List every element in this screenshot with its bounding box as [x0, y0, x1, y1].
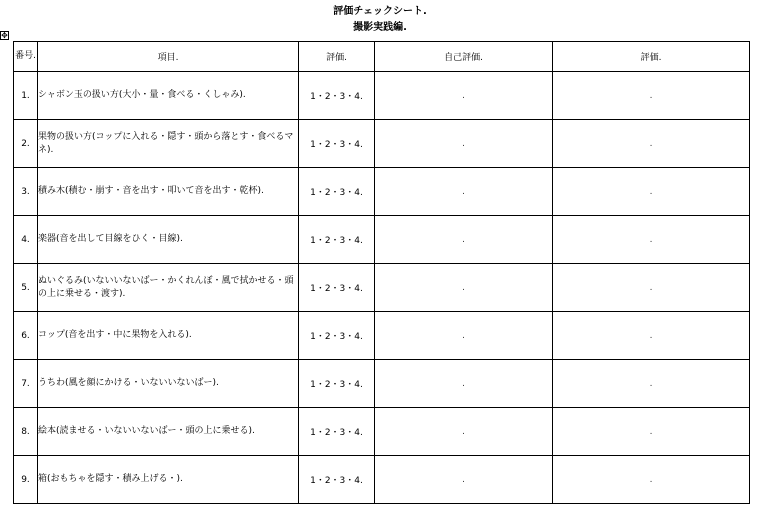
- row-item[interactable]: 箱(おもちゃを隠す・積み上げる・).: [38, 456, 299, 504]
- row-number: 5.: [14, 264, 38, 312]
- sheet-title: 評価チェックシート.: [333, 6, 427, 17]
- row-item[interactable]: うちわ(風を顔にかける・いないいないばー).: [38, 360, 299, 408]
- row-rating-cell[interactable]: .: [553, 168, 750, 216]
- row-rating-scale[interactable]: 1・2・3・4.: [299, 360, 375, 408]
- table-row: [14, 168, 750, 216]
- column-header-rating-2: 評価.: [553, 42, 750, 72]
- row-number: 1.: [14, 72, 38, 120]
- row-rating-cell[interactable]: .: [553, 456, 750, 504]
- row-item[interactable]: 積み木(積む・崩す・音を出す・叩いて音を出す・乾杯).: [38, 168, 299, 216]
- row-rating-cell[interactable]: .: [553, 312, 750, 360]
- table-row: [14, 408, 750, 456]
- table-row: [14, 264, 750, 312]
- row-item[interactable]: 楽器(音を出して目線をひく・目線).: [38, 216, 299, 264]
- sheet-subtitle: 撮影実践編.: [353, 22, 407, 33]
- row-self-rating-cell[interactable]: .: [375, 456, 553, 504]
- table-row: [14, 216, 750, 264]
- row-number: 2.: [14, 120, 38, 168]
- row-rating-scale[interactable]: 1・2・3・4.: [299, 264, 375, 312]
- row-rating-cell[interactable]: .: [553, 216, 750, 264]
- row-self-rating-cell[interactable]: .: [375, 408, 553, 456]
- row-rating-cell[interactable]: .: [553, 408, 750, 456]
- table-row: [14, 72, 750, 120]
- row-number: 7.: [14, 360, 38, 408]
- row-self-rating-cell[interactable]: .: [375, 72, 553, 120]
- table-row: [14, 120, 750, 168]
- row-self-rating-cell[interactable]: .: [375, 264, 553, 312]
- row-rating-scale[interactable]: 1・2・3・4.: [299, 408, 375, 456]
- row-rating-cell[interactable]: .: [553, 120, 750, 168]
- row-number: 8.: [14, 408, 38, 456]
- row-item[interactable]: 絵本(読ませる・いないいないばー・頭の上に乗せる).: [38, 408, 299, 456]
- row-item[interactable]: 果物の扱い方(コップに入れる・隠す・頭から落とす・食べるマネ).: [38, 120, 299, 168]
- row-rating-cell[interactable]: .: [553, 264, 750, 312]
- column-header-item: 項目.: [38, 42, 299, 72]
- row-self-rating-cell[interactable]: .: [375, 360, 553, 408]
- row-self-rating-cell[interactable]: .: [375, 312, 553, 360]
- row-rating-scale[interactable]: 1・2・3・4.: [299, 72, 375, 120]
- row-rating-cell[interactable]: .: [553, 72, 750, 120]
- row-rating-cell[interactable]: .: [553, 360, 750, 408]
- table-row: [14, 360, 750, 408]
- table-header-row: [14, 42, 750, 72]
- row-rating-scale[interactable]: 1・2・3・4.: [299, 168, 375, 216]
- row-item[interactable]: コップ(音を出す・中に果物を入れる).: [38, 312, 299, 360]
- row-self-rating-cell[interactable]: .: [375, 120, 553, 168]
- column-header-rating: 評価.: [299, 42, 375, 72]
- table-row: [14, 456, 750, 504]
- row-self-rating-cell[interactable]: .: [375, 216, 553, 264]
- table-move-handle-icon[interactable]: ✥: [1, 31, 8, 40]
- row-rating-scale[interactable]: 1・2・3・4.: [299, 312, 375, 360]
- row-number: 9.: [14, 456, 38, 504]
- column-header-number: 番号.: [14, 42, 38, 72]
- table-row: [14, 312, 750, 360]
- row-rating-scale[interactable]: 1・2・3・4.: [299, 456, 375, 504]
- row-rating-scale[interactable]: 1・2・3・4.: [299, 120, 375, 168]
- row-rating-scale[interactable]: 1・2・3・4.: [299, 216, 375, 264]
- row-number: 6.: [14, 312, 38, 360]
- row-item[interactable]: ぬいぐるみ(いないいないばー・かくれんぼ・風で拭かせる・頭の上に乗せる・渡す).: [38, 264, 299, 312]
- row-number: 4.: [14, 216, 38, 264]
- row-self-rating-cell[interactable]: .: [375, 168, 553, 216]
- row-item[interactable]: シャボン玉の扱い方(大小・量・食べる・くしゃみ).: [38, 72, 299, 120]
- evaluation-table: [13, 41, 750, 504]
- row-number: 3.: [14, 168, 38, 216]
- column-header-self-rating: 自己評価.: [375, 42, 553, 72]
